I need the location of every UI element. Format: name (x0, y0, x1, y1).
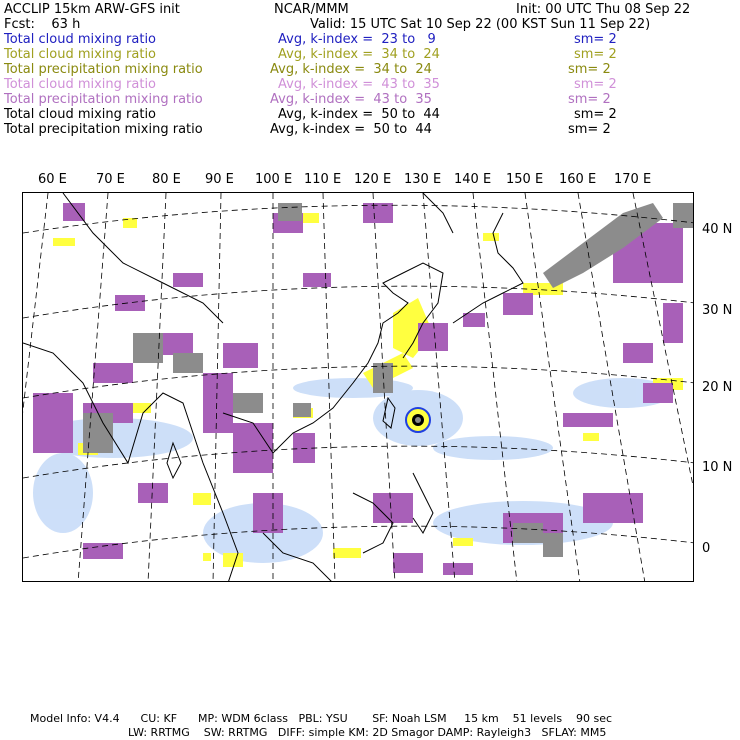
legend-row (4, 107, 734, 122)
legend-field: Total cloud mixing ratio (4, 77, 157, 92)
lon-label: 130 E (404, 172, 442, 187)
lon-label: 170 E (614, 172, 652, 187)
model-title: ACCLIP 15km ARW-GFS init (4, 2, 180, 17)
lon-label: 60 E (38, 172, 67, 187)
legend-field: Total precipitation mixing ratio (4, 92, 203, 107)
legend-row (4, 122, 734, 137)
lon-label: 70 E (96, 172, 125, 187)
legend-sm: sm= 2 (574, 47, 617, 62)
legend-field: Total precipitation mixing ratio (4, 122, 203, 137)
center-name: NCAR/MMM (274, 2, 349, 17)
legend-field: Total precipitation mixing ratio (4, 62, 203, 77)
legend-desc: Avg, k-index = 34 to 24 (270, 62, 432, 77)
lat-label: 10 N (702, 460, 733, 475)
legend-sm: sm= 2 (574, 32, 617, 47)
header-row-1 (4, 2, 734, 17)
lon-label: 110 E (304, 172, 342, 187)
legend-sm: sm= 2 (574, 77, 617, 92)
typhoon-eye (406, 408, 430, 432)
lon-label: 160 E (559, 172, 597, 187)
legend-desc: Avg, k-index = 50 to 44 (270, 122, 432, 137)
legend-row (4, 47, 734, 62)
init-time: Init: 00 UTC Thu 08 Sep 22 (516, 2, 691, 17)
legend-sm: sm= 2 (568, 122, 611, 137)
legend-desc: Avg, k-index = 23 to 9 (278, 32, 436, 47)
map-panel (22, 192, 694, 582)
legend-row (4, 62, 734, 77)
lat-label: 20 N (702, 380, 733, 395)
legend-row (4, 32, 734, 47)
legend-sm: sm= 2 (574, 107, 617, 122)
lat-label: 30 N (702, 303, 733, 318)
legend-sm: sm= 2 (568, 92, 611, 107)
physics-info-line: LW: RRTMG SW: RRTMG DIFF: simple KM: 2D Smagor DAMP: Rayleigh3 SFLAY: MM5 (128, 726, 607, 739)
legend-desc: Avg, k-index = 50 to 44 (278, 107, 440, 122)
model-info-line: Model Info: V4.4 CU: KF MP: WDM 6class PBL: YSU SF: Noah LSM 15 km 51 levels 90 sec (30, 712, 613, 725)
lat-label: 0 (702, 541, 711, 556)
legend-desc: Avg, k-index = 43 to 35 (278, 77, 440, 92)
legend-desc: Avg, k-index = 34 to 24 (278, 47, 440, 62)
lon-label: 120 E (354, 172, 392, 187)
legend-row (4, 92, 734, 107)
legend-row (4, 77, 734, 92)
lon-label: 90 E (205, 172, 234, 187)
lon-label: 150 E (506, 172, 544, 187)
valid-time: Valid: 15 UTC Sat 10 Sep 22 (00 KST Sun 11 Sep 22) (310, 17, 651, 32)
forecast-hour: Fcst: 63 h (4, 17, 81, 32)
lon-label: 140 E (454, 172, 492, 187)
header-row-2 (4, 17, 734, 32)
legend-field: Total cloud mixing ratio (4, 32, 157, 47)
legend-field: Total cloud mixing ratio (4, 47, 157, 62)
legend-desc: Avg, k-index = 43 to 35 (270, 92, 432, 107)
lon-label: 100 E (255, 172, 293, 187)
lat-label: 40 N (702, 222, 733, 237)
lon-label: 80 E (152, 172, 181, 187)
map-canvas (23, 193, 694, 582)
legend-sm: sm= 2 (568, 62, 611, 77)
legend-field: Total cloud mixing ratio (4, 107, 157, 122)
